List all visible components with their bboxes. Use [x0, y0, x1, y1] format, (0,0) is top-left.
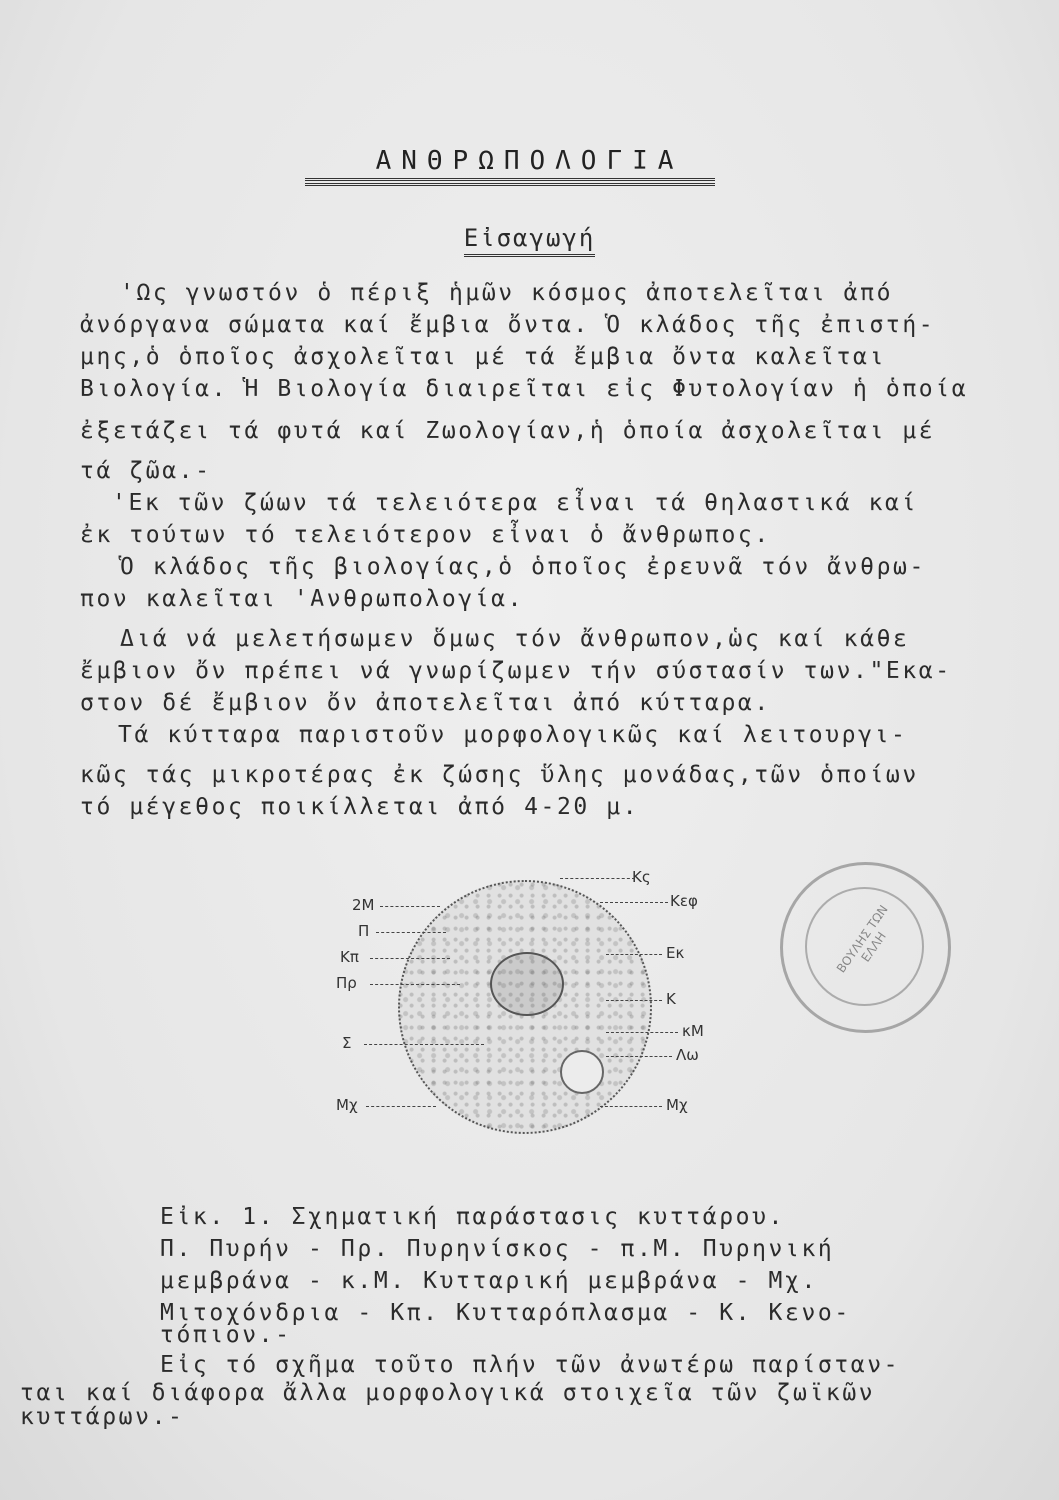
leader-line	[380, 906, 440, 907]
figure-label: Κεφ	[670, 892, 698, 910]
body-line: 'Εκ τῶν ζώων τά τελειότερα εἶναι τά θηλαστικά καί	[112, 490, 918, 516]
caption-line: ται καί διάφορα ἄλλα μορφολογικά στοιχεῖα τῶν ζωϊκῶν	[20, 1380, 876, 1406]
body-line: ἔμβιον ὄν πρέπει νά γνωρίζωμεν τήν σύστασίν των."Εκα-	[80, 658, 952, 684]
figure-label: Κς	[632, 868, 651, 886]
title-double-underline	[305, 178, 715, 186]
leader-line	[606, 1032, 678, 1033]
section-heading-text: Εἰσαγωγή	[464, 224, 596, 257]
caption-line: κυττάρων.-	[20, 1404, 185, 1430]
vacuole	[560, 1050, 604, 1094]
body-line: Διά νά μελετήσωμεν ὅμως τόν ἄνθρωπον,ὡς καί κάθε	[120, 626, 910, 652]
caption-line: τόπιον.-	[160, 1322, 292, 1348]
leader-line	[606, 1000, 662, 1001]
leader-line	[364, 1044, 484, 1045]
stamp-text: ΒΟΥΛΗΣ ΤΩΝ ΕΛΛΗ	[833, 902, 891, 976]
caption-line: Εἰς τό σχῆμα τοῦτο πλήν τῶν ἀνωτέρω παρίσταν-	[160, 1352, 901, 1378]
body-line: κῶς τάς μικροτέρας ἐκ ζώσης ὕλης μονάδας,τῶν ὁποίων	[80, 762, 919, 788]
section-heading	[0, 224, 1059, 252]
official-stamp	[780, 862, 951, 1033]
body-line: Τά κύτταρα παριστοῦν μορφολογικῶς καί λειτουργι-	[118, 722, 908, 748]
body-line: στον δέ ἔμβιον ὄν ἀποτελεῖται ἀπό κύτταρα.	[80, 690, 771, 716]
figure-label: Κ	[666, 990, 676, 1008]
body-line: Ὁ κλάδος τῆς βιολογίας,ὁ ὁποῖος ἐρευνᾶ τόν ἄνθρω-	[120, 554, 926, 580]
leader-line	[366, 1106, 436, 1107]
figure-label: Π	[358, 922, 370, 940]
figure-label: κΜ	[682, 1022, 704, 1040]
figure-label: Λω	[676, 1046, 699, 1064]
caption-line: Μιτοχόνδρια - Κπ. Κυτταρόπλασμα - Κ. Κενο-	[160, 1300, 851, 1326]
caption-line: Εἰκ. 1. Σχηματική παράστασις κυττάρου.	[160, 1204, 785, 1230]
body-line: τά ζῶα.-	[80, 458, 212, 484]
caption-line: μεμβράνα - κ.Μ. Κυτταρική μεμβράνα - Μχ.	[160, 1268, 818, 1294]
body-line: ἐκ τούτων τό τελειότερον εἶναι ὁ ἄνθρωπος.	[80, 522, 771, 548]
body-line: μης,ὁ ὁποῖος ἀσχολεῖται μέ τά ἔμβια ὄντα καλεῖται	[80, 344, 886, 370]
caption-line: Π. Πυρήν - Πρ. Πυρηνίσκος - π.Μ. Πυρηνική	[160, 1236, 835, 1262]
figure-label: Πρ	[336, 974, 357, 992]
leader-line	[606, 954, 662, 955]
figure-label: Σ	[342, 1034, 352, 1052]
figure-label: 2Μ	[352, 896, 375, 914]
leader-line	[606, 1056, 672, 1057]
figure-label: Εκ	[666, 944, 685, 962]
body-line: 'Ως γνωστόν ὁ πέριξ ἡμῶν κόσμος ἀποτελεῖται ἀπό	[120, 280, 894, 306]
body-line: τό μέγεθος ποικίλλεται ἀπό 4-20 μ.	[80, 794, 640, 820]
figure-label: Μχ	[336, 1096, 358, 1114]
cell-diagram	[330, 860, 750, 1140]
figure-label: Μχ	[666, 1096, 688, 1114]
leader-line	[600, 1106, 662, 1107]
body-line: Βιολογία. Ἡ Βιολογία διαιρεῖται εἰς Φυτολογίαν ἡ ὁποία	[80, 376, 969, 402]
nucleus	[490, 952, 564, 1016]
leader-line	[560, 878, 635, 879]
figure-label: Κπ	[340, 948, 359, 966]
body-line: ἐξετάζει τά φυτά καί Ζωολογίαν,ἡ ὁποία ἀσχολεῖται μέ	[80, 418, 936, 444]
document-title: ΑΝΘΡΩΠΟΛΟΓΙΑ	[375, 146, 684, 176]
body-line: πον καλεῖται 'Ανθρωπολογία.	[80, 586, 525, 612]
leader-line	[370, 984, 460, 985]
leader-line	[600, 902, 668, 903]
body-line: ἀνόργανα σώματα καί ἔμβια ὄντα. Ὁ κλάδος τῆς ἐπιστή-	[80, 312, 936, 338]
leader-line	[370, 958, 450, 959]
leader-line	[376, 932, 446, 933]
